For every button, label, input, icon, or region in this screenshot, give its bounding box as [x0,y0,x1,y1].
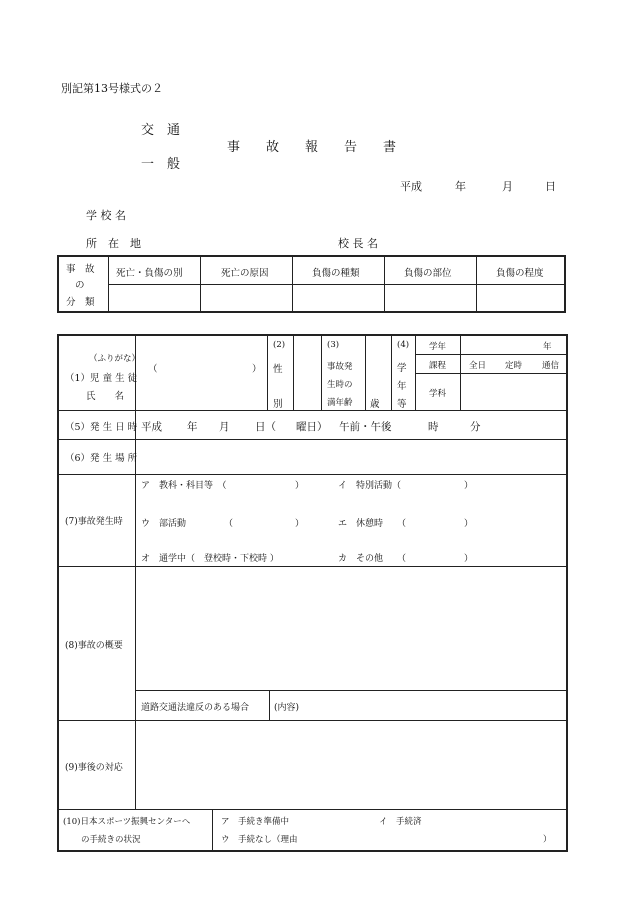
age-label-3: 満年齢 [327,398,353,408]
date-month-value: 月 [219,421,230,433]
classification-label-3: 分 類 [66,297,95,308]
sex-num: (2) [273,340,286,350]
date-day-value: 日（ [255,421,276,433]
when-option-e-open: （ [397,519,407,529]
course-row-label: 課程 [429,361,447,371]
date-month: 月 [502,180,513,193]
jsc-label-2: の手続きの状況 [81,835,141,845]
age-label-1: 事故発 [327,362,353,372]
date-hour-value: 時 [428,421,439,433]
when-option-a-close: ） [295,481,305,491]
grade-label-3: 等 [397,399,407,410]
when-option-i-close: ） [464,481,474,491]
traffic-violation-content: (内容) [274,703,300,713]
name-label-2: 氏 名 [86,391,125,402]
title-general: 一 般 [141,157,181,172]
sex-label-1: 性 [273,364,283,375]
grade-row-label: 学年 [429,342,447,352]
place-label: （6）発 生 場 所 [65,453,138,464]
jsc-option-a: ア 手続き準備中 [221,817,290,827]
date-day: 日 [545,180,556,193]
when-option-e-close: ） [464,519,474,529]
classification-label-1: 事 故 [66,264,95,275]
furigana-label: （ふりがな） [89,354,141,364]
when-option-a: ア 教科・科目等 （ [141,481,227,491]
classification-label-2: の [75,280,85,291]
page-title: 事 故 報 告 書 [227,140,397,155]
date-weekday-value: 曜日） [296,421,328,433]
when-option-o: オ 通学中（ 登校時・下校時 ） [141,554,279,564]
grade-unit: 年 [543,342,552,352]
school-name-label: 学 校 名 [86,209,126,222]
furigana-paren-close: ） [252,364,262,375]
name-label: （1）児 童 生 徒 [65,373,138,384]
date-year: 年 [455,180,466,193]
when-option-e: エ 休憩時 [338,519,384,529]
jsc-option-u: ウ 手続なし（理由 [221,835,298,845]
date-ampm-value: 午前・午後 [339,421,392,433]
after-label: (9)事後の対応 [65,763,123,773]
traffic-violation-label: 道路交通法違反のある場合 [141,703,250,713]
col-injury-degree: 負傷の程度 [496,268,544,279]
col-injury-part: 負傷の部位 [404,268,452,279]
col-injury-type: 負傷の種類 [312,268,360,279]
when-option-u-open: （ [224,519,234,529]
jsc-option-i: イ 手続済 [379,817,422,827]
when-option-u-close: ） [295,519,305,529]
course-correspondence: 通信 [542,361,560,371]
main-table [57,334,568,852]
when-option-i: イ 特別活動（ [338,481,402,491]
classification-table [57,255,566,313]
age-label-2: 生時の [327,380,353,390]
address-label: 所 在 地 [86,237,141,250]
when-option-ka-open: （ [397,554,407,564]
course-fulltime: 全日 [469,361,487,371]
when-label: (7)事故発生時 [65,517,123,527]
date-era-value: 平成 [141,421,162,433]
summary-label: (8)事故の概要 [65,641,123,651]
furigana-paren-open: （ [148,364,158,375]
age-num: (3) [327,340,340,350]
col-death-cause: 死亡の原因 [221,268,269,279]
jsc-label-1: (10)日本スポーツ振興センターへ [63,817,191,827]
grade-num: (4) [397,340,410,350]
grade-label-2: 年 [397,381,407,392]
form-id: 別記第13号様式の２ [61,82,163,95]
principal-label: 校 長 名 [338,237,378,250]
age-unit: 歳 [370,399,380,410]
when-option-ka-close: ） [464,554,474,564]
jsc-option-u-close: ） [543,835,552,845]
date-year-value: 年 [187,421,198,433]
when-option-u: ウ 部活動 [141,519,187,529]
date-label: （5）発 生 日 時 [65,422,138,433]
date-era: 平成 [400,180,422,193]
col-death-injury: 死亡・負傷の別 [116,268,183,279]
grade-label-1: 学 [397,363,407,374]
when-option-ka: カ その他 [338,554,384,564]
date-min-value: 分 [470,421,481,433]
sex-label-2: 別 [273,399,283,410]
dept-row-label: 学科 [429,389,447,399]
course-parttime: 定時 [505,361,523,371]
title-traffic: 交 通 [141,123,181,138]
